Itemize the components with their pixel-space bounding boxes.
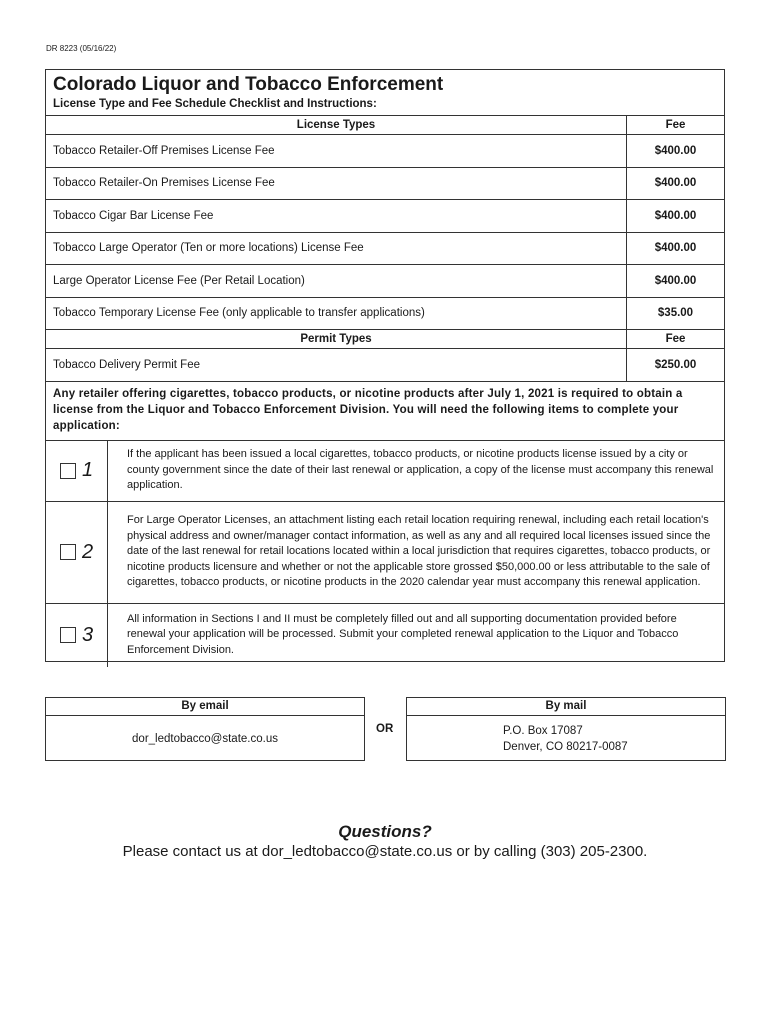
license-label: Tobacco Cigar Bar License Fee: [46, 200, 627, 232]
page-title: Colorado Liquor and Tobacco Enforcement: [53, 74, 444, 95]
page-subtitle: License Type and Fee Schedule Checklist and Instructions:: [53, 98, 377, 110]
checklist-item: [46, 604, 724, 667]
or-separator: OR: [376, 723, 394, 735]
permit-table-header: [46, 330, 724, 349]
license-label: Large Operator License Fee (Per Retail Location): [46, 265, 627, 297]
permit-fee: $250.00: [654, 358, 697, 371]
license-label: Tobacco Large Operator (Ten or more locations) License Fee: [46, 233, 627, 265]
license-types-header: License Types: [46, 116, 627, 134]
license-row: [46, 168, 724, 201]
email-address[interactable]: dor_ledtobacco@state.co.us: [132, 732, 278, 745]
license-fee: $400.00: [654, 242, 697, 255]
license-label: Tobacco Temporary License Fee (only applicable to transfer applications): [46, 298, 627, 330]
email-contact-box: [45, 697, 365, 761]
checklist-number: 2: [81, 540, 94, 563]
license-row: [46, 298, 724, 331]
license-requirement-notice: Any retailer offering cigarettes, tobacco products, or nicotine products after July 1, 2021 is required to obtain a license from the Liquor and Tobacco Enforcement Division. You will need the following items to complete your application:: [46, 382, 724, 441]
checklist-item: [46, 502, 724, 604]
mail-line-1: P.O. Box 17087: [503, 724, 583, 737]
checklist-text: All information in Sections I and II must be completely filled out and all supporting documentation provided before renewal your application will be processed. Submit your completed renewal application to the Liquor and Tobacco Enforcement Division.: [127, 612, 679, 656]
form-code: DR 8223 (05/16/22): [46, 44, 117, 53]
license-fee: $35.00: [657, 307, 694, 320]
license-fee-header: Fee: [665, 119, 686, 131]
checklist-checkbox[interactable]: [60, 627, 76, 643]
license-fee: $400.00: [654, 177, 697, 190]
checklist-number: 1: [81, 459, 94, 481]
permit-fee-header: Fee: [665, 333, 686, 345]
questions-contact-text: Please contact us at dor_ledtobacco@state.co.us or by calling (303) 205-2300.: [122, 843, 648, 860]
license-row: [46, 233, 724, 266]
mail-header: By mail: [407, 698, 725, 716]
checklist-text: If the applicant has been issued a local cigarettes, tobacco products, or nicotine products license issued by a city or county government since the date of their last renewal or application, a copy of the license must accompany this renewal application.: [127, 448, 714, 492]
permit-label: Tobacco Delivery Permit Fee: [46, 349, 627, 381]
email-header: By email: [46, 698, 364, 716]
license-label: Tobacco Retailer-Off Premises License Fee: [46, 135, 627, 167]
permit-types-header: Permit Types: [46, 330, 627, 348]
license-row: [46, 135, 724, 168]
checklist-number: 3: [81, 623, 94, 646]
license-row: [46, 265, 724, 298]
fee-schedule-box: [45, 69, 725, 662]
license-row: [46, 200, 724, 233]
checklist-checkbox[interactable]: [60, 544, 76, 560]
checklist-text: For Large Operator Licenses, an attachment listing each retail location requiring renewal, including each retail location's physical address and owner/manager contact information, as well as any and all required local licenses issued since the date of the last renewal for retail locations located within a local jurisdiction that requires cigarettes, tobacco products, or nicotine products licensure and whether or not the applicable store grossed $50,000.00 or less attributable to the sale of cigarettes, tobacco products, or nicotine products in the 2020 calendar year must accompany this renewal application.: [127, 514, 711, 589]
permit-row: [46, 349, 724, 382]
license-fee: $400.00: [654, 144, 697, 157]
mail-line-2: Denver, CO 80217-0087: [503, 740, 628, 753]
license-fee: $400.00: [654, 209, 697, 222]
checklist-item: [46, 441, 724, 502]
license-table-header: [46, 116, 724, 135]
mail-contact-box: [406, 697, 726, 761]
license-fee: $400.00: [654, 274, 697, 287]
title-area: [46, 70, 724, 116]
questions-title: Questions?: [338, 822, 432, 841]
checklist-checkbox[interactable]: [60, 463, 76, 479]
license-label: Tobacco Retailer-On Premises License Fee: [46, 168, 627, 200]
